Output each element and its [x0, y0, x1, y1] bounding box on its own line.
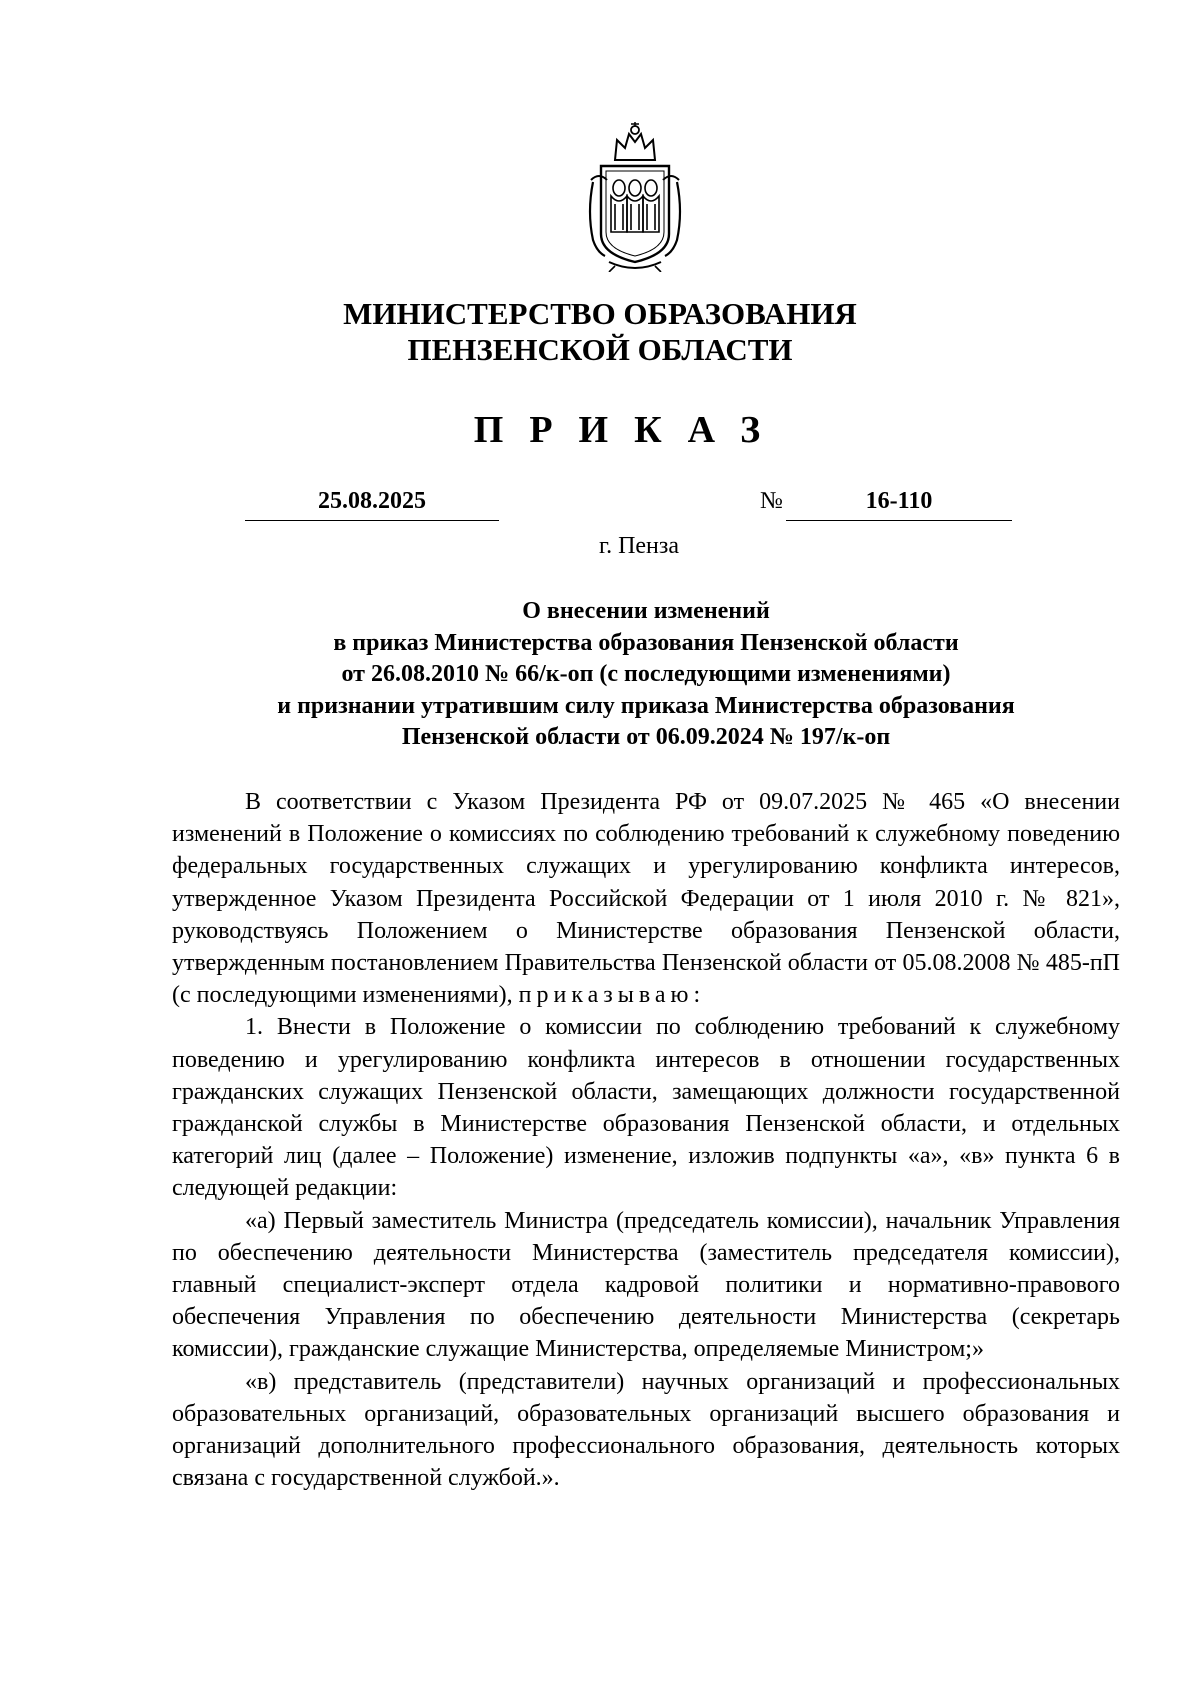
penza-coat-of-arms-icon — [585, 122, 685, 272]
preamble-paragraph — [172, 786, 1120, 1011]
subject-line: Пензенской области от 06.09.2024 № 197/к-оп — [401, 724, 891, 750]
subject-line: О внесении изменений — [522, 598, 770, 624]
preamble-text: В соответствии с Указом Президента РФ от 09.07.2025 № 465 «О внесении изменений в Положение о комиссиях по соблюдению требований к служебному поведению федеральных государственных служащих и урегулированию конфликта интересов, утвержденное Указом Президента Российской Федерации от 1 июля 2010 г. № 821», руководствуясь Положением о Министерстве образования Пензенской области, утвержденным постановлением Правительства Пензенской области от 05.08.2008 № 485-пП (с последующими изменениями), — [172, 789, 1120, 1009]
number-sign: № — [760, 488, 783, 514]
subject-line: от 26.08.2010 № 66/к-оп (с последующими изменениями) — [341, 661, 951, 687]
document-type-title: ПРИКАЗ — [473, 409, 787, 451]
ministry-name-line1: МИНИСТЕРСТВО ОБРАЗОВАНИЯ — [343, 296, 857, 331]
item-a-paragraph: «а) Первый заместитель Министра (председатель комиссии), начальник Управления по обеспечению деятельности Министерства (заместитель председателя комиссии), главный специалист-эксперт отдела кадровой политики и нормативно-правового обеспечения Управления по обеспечению деятельности Министерства (секретарь комиссии), гражданские служащие Министерства, определяемые Министром;» — [172, 1207, 1120, 1363]
city-name: г. Пенза — [598, 533, 680, 559]
subject-line: и признании утратившим силу приказа Министерства образования — [277, 692, 1015, 719]
subject-line: в приказ Министерства образования Пензенской области — [333, 629, 959, 656]
order-body — [172, 786, 1120, 1494]
order-date: 25.08.2025 — [245, 486, 499, 521]
order-number: 16-110 — [786, 486, 1012, 521]
order-word: приказываю: — [518, 982, 706, 1009]
item-1-paragraph: 1. Внести в Положение о комиссии по соблюдению требований к служебному поведению и урегулированию конфликта интересов в отношении государственных гражданских служащих Пензенской области, замещающих должности государственной гражданской службы в Министерстве образования Пензенской области, и отдельных категорий лиц (далее – Положение) изменение, изложив подпункты «а», «в» пункта 6 в следующей редакции: — [172, 1014, 1120, 1202]
ministry-name-line2: ПЕНЗЕНСКОЙ ОБЛАСТИ — [407, 332, 793, 367]
order-subject — [172, 596, 1120, 754]
item-v-paragraph: «в) представитель (представители) научных организаций и профессиональных образовательных организаций, образовательных организаций высшего образования и организаций дополнительного профессионального образования, деятельность которых связана с государственной службой.». — [172, 1368, 1120, 1492]
